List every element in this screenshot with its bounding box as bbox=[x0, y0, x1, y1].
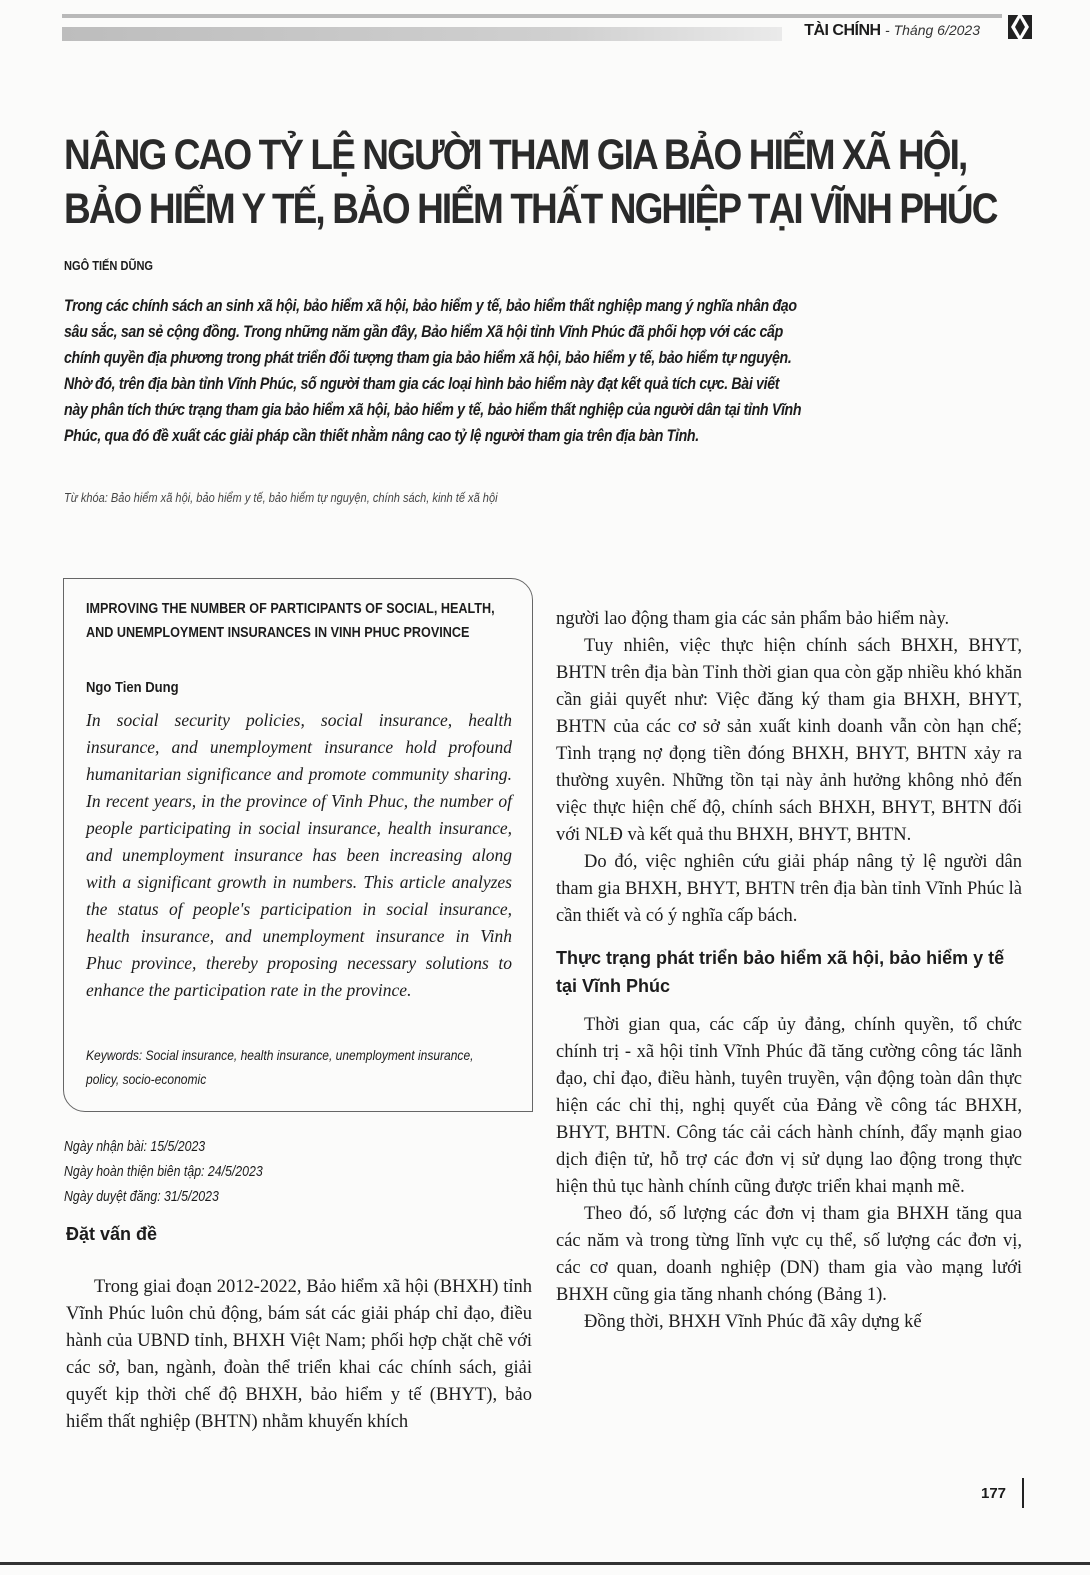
english-abstract: In social security policies, social insurance, health insurance, and unemployment insurance hold profound humanitarian significance and promote community sharing. In recent years, in the province of Vinh Phuc, the number of people participating in social insurance, health insurance, and unemployment insurance has been increasing along with a significant growth in numbers. This article analyzes the status of people's participation in social insurance, health insurance, and unemployment insurance in Vinh Phuc province, thereby proposing necessary solutions to enhance the participation rate in the province. bbox=[86, 710, 512, 1000]
title-line: BẢO HIỂM Y TẾ, BẢO HIỂM THẤT NGHIỆP TẠI VĨNH PHÚC bbox=[64, 185, 997, 233]
header-rule bbox=[62, 14, 1002, 18]
english-abstract-box bbox=[63, 578, 533, 1112]
paragraph: Trong giai đoạn 2012-2022, Bảo hiểm xã hội (BHXH) tỉnh Vĩnh Phúc luôn chủ động, bám sát các giải pháp chỉ đạo, điều hành của UBND tỉnh, BHXH Việt Nam; phối hợp chặt chẽ với các sở, ban, ngành, đoàn thể triển khai các chính sách, giải quyết kịp thời chế độ BHXH, bảo hiểm y tế (BHYT), bảo hiểm thất nghiệp (BHTN) nhằm khuyến khích bbox=[66, 1277, 532, 1432]
section-heading: Đặt vấn đề bbox=[66, 1224, 158, 1244]
issue-date: - Tháng 6/2023 bbox=[885, 22, 980, 38]
section-heading: Thực trạng phát triển bảo hiểm xã hội, bảo hiểm y tế tại Vĩnh Phúc bbox=[556, 948, 1005, 996]
left-column bbox=[66, 1220, 532, 1436]
english-author: Ngo Tien Dung bbox=[86, 679, 179, 696]
keywords-vi: Từ khóa: Bảo hiểm xã hội, bảo hiểm y tế, bảo hiểm tự nguyện, chính sách, kinh tế xã hội bbox=[64, 490, 498, 505]
page-number-rule bbox=[1022, 1478, 1024, 1508]
abstract-vi: Trong các chính sách an sinh xã hội, bảo hiểm xã hội, bảo hiểm y tế, bảo hiểm thất nghiệp mang ý nghĩa nhân đạo sâu sắc, san sẻ cộng đồng. Trong những năm gần đây, Bảo hiểm Xã hội tỉnh Vĩnh Phúc đã phối hợp với các cấp chính quyền địa phương trong phát triển đối tượng tham gia bảo hiểm xã hội, bảo hiểm y tế, bảo hiểm tự nguyện. Nhờ đó, trên địa bàn tỉnh Vĩnh Phúc, số người tham gia các loại hình bảo hiểm này đạt kết quả tích cực. Bài viết này phân tích thức trạng tham gia bảo hiểm xã hội, bảo hiểm y tế, bảo hiểm thất nghiệp của người dân tại tỉnh Vĩnh Phúc, qua đó đề xuất các giải pháp cần thiết nhằm nâng cao tỷ lệ người tham gia trên địa bàn Tỉnh. bbox=[64, 297, 802, 445]
journal-logo-icon bbox=[1005, 10, 1035, 44]
author: NGÔ TIẾN DŨNG bbox=[64, 258, 154, 273]
date-received: Ngày nhận bài: 15/5/2023 bbox=[64, 1139, 206, 1155]
english-keywords: Keywords: Social insurance, health insurance, unemployment insurance, policy, socio-economic bbox=[86, 1047, 474, 1087]
header-band bbox=[62, 27, 782, 41]
paragraph: Đồng thời, BHXH Vĩnh Phúc đã xây dựng kế bbox=[584, 1312, 922, 1332]
right-column bbox=[556, 606, 1022, 1336]
title-line: NÂNG CAO TỶ LỆ NGƯỜI THAM GIA BẢO HIỂM XÃ HỘI, bbox=[64, 131, 967, 179]
english-title: IMPROVING THE NUMBER OF PARTICIPANTS OF SOCIAL, HEALTH, AND UNEMPLOYMENT INSURANCES IN VINH PHUC PROVINCE bbox=[86, 601, 495, 641]
paragraph: Do đó, việc nghiên cứu giải pháp nâng tỷ lệ người dân tham gia BHXH, BHYT, BHTN trên địa bàn tỉnh Vĩnh Phúc là cần thiết và có ý nghĩa cấp bách. bbox=[556, 852, 1022, 926]
article-title bbox=[64, 128, 1027, 236]
running-header bbox=[804, 22, 980, 40]
paragraph: Thời gian qua, các cấp ủy đảng, chính quyền, tổ chức chính trị - xã hội tỉnh Vĩnh Phúc đã tăng cường công tác lãnh đạo, chỉ đạo, điều hành, tuyên truyền, vận động toàn dân thực hiện các chỉ thị, nghị quyết của Đảng về công tác BHXH, BHYT, BHTN. Công tác cải cách hành chính, đẩy mạnh giao dịch điện tử, hỗ trợ các đơn vị sử dụng lao động trong thực hiện thủ tục hành chính cũng được triển khai mạnh mẽ. bbox=[556, 1015, 1022, 1197]
date-revised: Ngày hoàn thiện biên tập: 24/5/2023 bbox=[64, 1164, 263, 1180]
page-number: 177 bbox=[981, 1485, 1007, 1502]
paragraph: người lao động tham gia các sản phẩm bảo hiểm này. bbox=[556, 609, 950, 629]
submission-dates bbox=[64, 1135, 263, 1210]
paragraph: Tuy nhiên, việc thực hiện chính sách BHXH, BHYT, BHTN trên địa bàn Tỉnh thời gian qua còn gặp nhiều khó khăn cần giải quyết như: Việc đăng ký tham gia BHXH, BHYT, BHTN của các cơ sở sản xuất kinh doanh vẫn còn hạn chế; Tình trạng nợ đọng tiền đóng BHXH, BHYT, BHTN xảy ra thường xuyên. Những tồn tại này ảnh hưởng không nhỏ đến việc thực hiện chế độ, chính sách BHXH, BHYT, BHTN đối với NLĐ và kết quả thu BHXH, BHYT, BHTN. bbox=[556, 636, 1022, 845]
bottom-rule bbox=[0, 1562, 1090, 1565]
section-name: TÀI CHÍNH bbox=[804, 22, 881, 39]
date-accepted: Ngày duyệt đăng: 31/5/2023 bbox=[64, 1189, 219, 1205]
paragraph: Theo đó, số lượng các đơn vị tham gia BHXH tăng qua các năm và trong từng lĩnh vực cụ thể, số lượng các đơn vị, các cơ quan, doanh nghiệp (DN) tham gia vào mạng lưới BHXH cũng gia tăng nhanh chóng (Bảng 1). bbox=[556, 1204, 1022, 1305]
